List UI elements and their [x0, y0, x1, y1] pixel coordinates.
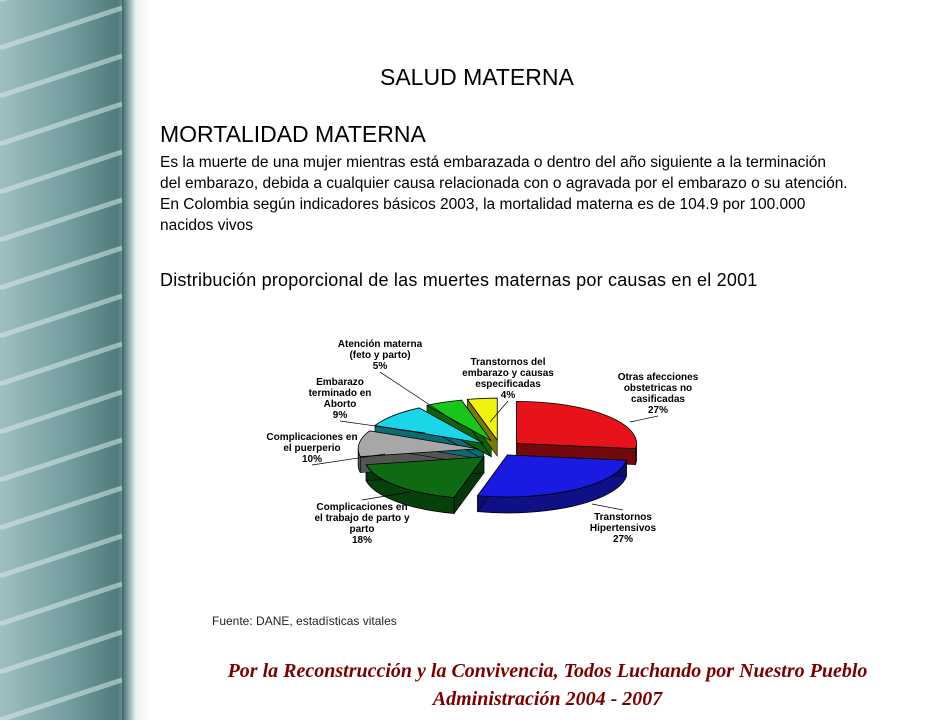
slice-name-label: Transtornos	[594, 512, 652, 523]
definition-text: Es la muerte de una mujer mientras está embarazada o dentro del año siguiente a la terminación del embarazo, debida a cualquier causa relacionada con o agravada por el embarazo o su atención. En Colombia según indicadores básicos 2003, la mortalidad materna es de 104.9 por 100.000 nacidos vivos	[160, 154, 848, 234]
page-title: SALUD MATERNA	[380, 64, 574, 90]
slice-name-label: obstetricas no	[623, 383, 693, 394]
slice-label-0	[618, 372, 699, 422]
chart-heading: Distribución proporcional de las muertes maternas por causas en el 2001	[160, 270, 758, 290]
pie-chart	[250, 330, 730, 560]
slice-name-label: Atención materna	[337, 339, 423, 350]
slice-percent-label: 18%	[351, 535, 373, 546]
slice-name-label: especificadas	[475, 379, 541, 390]
slice-name-label: Otras afecciones	[617, 372, 699, 383]
slice-name-label: el trabajo de parto y	[314, 513, 410, 524]
slice-name-label: el puerperio	[283, 443, 341, 454]
slice-name-label: parto	[349, 524, 375, 535]
slice-name-label: Hipertensivos	[589, 523, 657, 534]
slice-name-label: Complicaciones en	[266, 432, 358, 443]
section-subtitle: MORTALIDAD MATERNA	[160, 121, 426, 147]
slice-name-label: Complicaciones en	[316, 502, 408, 513]
slice-percent-label: 27%	[647, 405, 669, 416]
leader-line	[630, 416, 658, 422]
leader-line	[592, 504, 623, 510]
slice-percent-label: 27%	[612, 534, 634, 545]
slice-name-label: Transtornos del	[470, 357, 546, 368]
slice-name-label: Aborto	[323, 399, 357, 410]
slice-name-label: Embarazo	[316, 377, 364, 388]
slice-percent-label: 9%	[332, 410, 348, 421]
slice-name-label: terminado en	[308, 388, 372, 399]
slice-name-label: (feto y parto)	[349, 350, 411, 361]
footer-administration: Administración 2004 - 2007	[432, 688, 663, 710]
slice-percent-label: 5%	[372, 361, 388, 372]
slice-label-1	[590, 504, 657, 545]
slice-percent-label: 10%	[301, 454, 323, 465]
slice-name-label: casificadas	[631, 394, 685, 405]
decorative-sidebar	[0, 0, 150, 720]
footer-slogan: Por la Reconstrucción y la Convivencia, Todos Luchando por Nuestro Pueblo	[227, 660, 868, 682]
pie-slice-0	[517, 401, 637, 448]
slice-name-label: embarazo y causas	[462, 368, 554, 379]
source-note: Fuente: DANE, estadísticas vitales	[212, 614, 397, 628]
slice-percent-label: 4%	[500, 390, 516, 401]
